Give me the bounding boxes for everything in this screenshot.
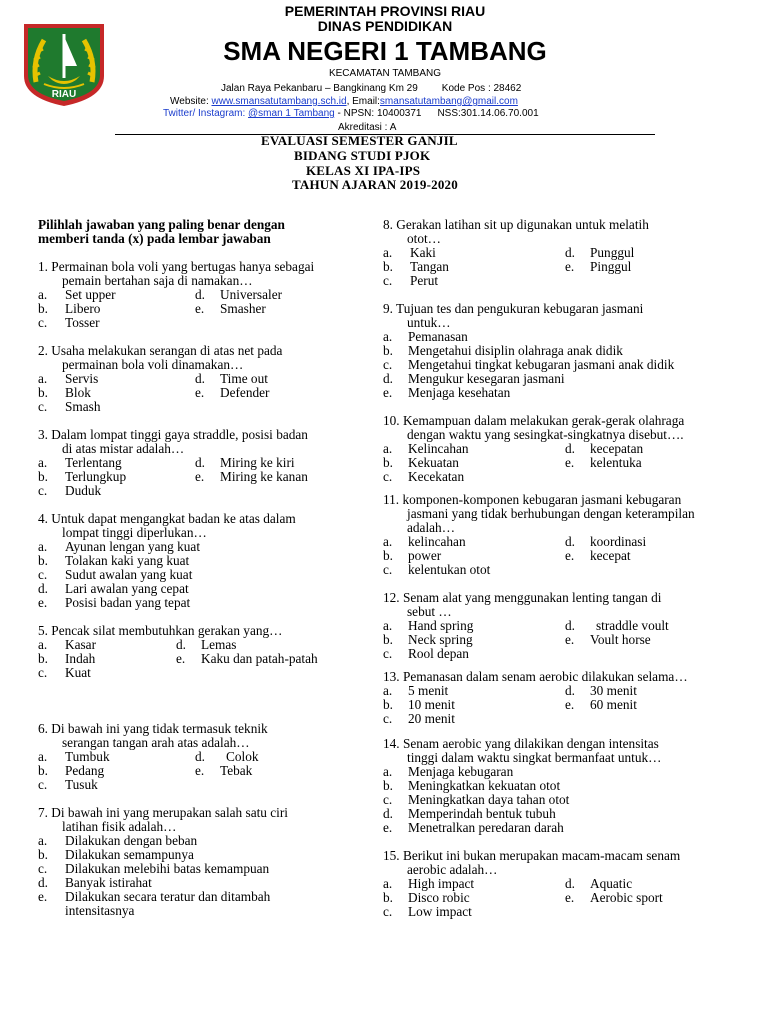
option-b[interactable]: Meningkatkan kekuatan otot	[408, 778, 561, 793]
option-d[interactable]: Banyak istirahat	[65, 875, 152, 890]
option-b[interactable]: Terlungkup	[65, 469, 127, 484]
option-marker: b.	[383, 343, 393, 358]
option-c[interactable]: Kuat	[65, 665, 91, 680]
option-marker: a.	[383, 683, 393, 698]
option-marker: d.	[38, 875, 48, 890]
option-c[interactable]: Mengetahui tingkat kebugaran jasmani anak didik	[408, 357, 675, 372]
option-marker: e.	[565, 632, 575, 647]
option-d[interactable]: Lari awalan yang cepat	[65, 581, 189, 596]
option-c[interactable]: Low impact	[408, 904, 472, 919]
social-line	[163, 107, 539, 120]
option-c[interactable]: Kecekatan	[408, 469, 465, 484]
option-marker: b.	[38, 553, 48, 568]
option-marker: e.	[176, 651, 186, 666]
question-text: 6. Di bawah ini yang tidak termasuk teknik	[38, 721, 268, 736]
option-e[interactable]: Defender	[220, 385, 270, 400]
option-marker: e.	[565, 455, 575, 470]
exam-title: EVALUASI SEMESTER GANJIL	[261, 133, 458, 148]
question-14	[383, 737, 743, 765]
email-label: , Email:	[346, 96, 380, 107]
question-text: di atas mistar adalah…	[62, 441, 185, 456]
question-text: 4. Untuk dapat mengangkat badan ke atas dalam	[38, 511, 296, 526]
option-marker: b.	[383, 632, 393, 647]
option-marker: c.	[383, 357, 393, 372]
option-marker: e.	[195, 385, 205, 400]
question-text: aerobic adalah…	[407, 862, 498, 877]
options-8	[383, 246, 743, 290]
option-marker: e.	[38, 595, 48, 610]
option-marker: a.	[383, 764, 393, 779]
option-marker: c.	[38, 315, 48, 330]
question-text: otot…	[407, 231, 441, 246]
question-text: serangan tangan arah atas adalah…	[62, 735, 250, 750]
option-marker: e.	[383, 385, 393, 400]
exam-subject: BIDANG STUDI PJOK	[294, 148, 431, 163]
option-e[interactable]: kecepat	[590, 548, 631, 563]
question-text: 8. Gerakan latihan sit up digunakan untuk melatih	[383, 217, 649, 232]
question-9	[383, 302, 743, 330]
options-4	[38, 540, 368, 612]
option-marker: c.	[38, 665, 48, 680]
question-text: 9. Tujuan tes dan pengukuran kebugaran jasmani	[383, 301, 644, 316]
option-marker: d.	[565, 245, 575, 260]
options-3	[38, 456, 368, 500]
option-b[interactable]: Kekuatan	[408, 455, 459, 470]
options-2	[38, 372, 368, 416]
question-15	[383, 849, 755, 877]
option-marker: a.	[383, 329, 393, 344]
option-c[interactable]: kelentukan otot	[408, 562, 491, 577]
options-1	[38, 288, 368, 332]
option-e-continued[interactable]: intensitasnya	[65, 903, 135, 918]
question-text: 13. Pemanasan dalam senam aerobic dilakukan selama…	[383, 669, 688, 684]
option-a[interactable]: Set upper	[65, 287, 116, 302]
option-b[interactable]: Neck spring	[408, 632, 473, 647]
option-a[interactable]: High impact	[408, 876, 475, 891]
option-a[interactable]: Dilakukan dengan beban	[65, 833, 198, 848]
option-marker: b.	[383, 548, 393, 563]
question-7	[38, 806, 368, 834]
option-marker: c.	[383, 792, 393, 807]
option-marker: e.	[195, 469, 205, 484]
question-text: adalah…	[407, 520, 455, 535]
option-d[interactable]: kecepatan	[590, 441, 644, 456]
option-b[interactable]: Tolakan kaki yang kuat	[65, 553, 190, 568]
social-link[interactable]: @sman 1 Tambang	[248, 108, 335, 119]
option-d[interactable]: Colok	[226, 749, 259, 764]
option-c[interactable]: Perut	[410, 273, 439, 288]
school-name: SMA NEGERI 1 TAMBANG	[223, 36, 547, 66]
option-e[interactable]: Dilakukan secara teratur dan ditambah	[65, 889, 271, 904]
website-label: Website:	[170, 96, 212, 107]
option-marker: d.	[383, 371, 393, 386]
option-e[interactable]: kelentuka	[590, 455, 642, 470]
question-text: 15. Berikut ini bukan merupakan macam-macam senam	[383, 848, 681, 863]
option-marker: b.	[38, 763, 48, 778]
option-marker: a.	[38, 749, 48, 764]
option-d[interactable]: Punggul	[590, 245, 635, 260]
website-link[interactable]: www.smansatutambang.sch.id	[211, 96, 347, 107]
option-b[interactable]: power	[408, 548, 442, 563]
option-b[interactable]: Blok	[65, 385, 91, 400]
question-text: tinggi dalam waktu singkat bermanfaat untuk…	[407, 750, 662, 765]
options-7	[38, 834, 368, 920]
option-c[interactable]: Sudut awalan yang kuat	[65, 567, 193, 582]
option-marker: a.	[38, 455, 48, 470]
option-b[interactable]: 10 menit	[408, 697, 455, 712]
option-marker: c.	[383, 646, 393, 661]
option-b[interactable]: Tangan	[410, 259, 449, 274]
question-13	[383, 670, 755, 684]
option-marker: a.	[383, 876, 393, 891]
options-15	[383, 877, 743, 921]
option-a[interactable]: Ayunan lengan yang kuat	[65, 539, 201, 554]
option-marker: d.	[195, 749, 205, 764]
address-line	[221, 82, 521, 95]
option-e[interactable]: Menetralkan peredaran darah	[408, 820, 564, 835]
option-marker: d.	[565, 618, 575, 633]
option-marker: b.	[383, 455, 393, 470]
exam-year: TAHUN AJARAN 2019-2020	[292, 177, 458, 192]
option-marker: e.	[195, 763, 205, 778]
option-e[interactable]: Miring ke kanan	[220, 469, 308, 484]
question-text: 11. komponen-komponen kebugaran jasmani kebugaran	[383, 492, 682, 507]
question-text: untuk…	[407, 315, 451, 330]
option-marker: a.	[38, 833, 48, 848]
question-text: 14. Senam aerobic yang dilakikan dengan intensitas	[383, 736, 659, 751]
question-5	[38, 624, 368, 638]
npsn: - NPSN: 10400371	[334, 108, 422, 119]
svg-text:RIAU: RIAU	[51, 89, 77, 100]
instruction	[38, 218, 368, 258]
option-b[interactable]: Pedang	[65, 763, 105, 778]
option-c[interactable]: Tosser	[65, 315, 100, 330]
option-c[interactable]: Dilakukan melebihi batas kemampuan	[65, 861, 270, 876]
question-text: sebut …	[407, 604, 452, 619]
option-marker: d.	[195, 371, 205, 386]
option-marker: c.	[383, 273, 393, 288]
department-name: DINAS PENDIDIKAN	[317, 18, 453, 34]
option-marker: e.	[565, 697, 575, 712]
option-a[interactable]: Tumbuk	[65, 749, 110, 764]
option-e[interactable]: Aerobic sport	[590, 890, 663, 905]
option-e[interactable]: Smasher	[220, 301, 266, 316]
option-a[interactable]: Menjaga kebugaran	[408, 764, 514, 779]
option-c[interactable]: Rool depan	[408, 646, 469, 661]
option-marker: e.	[565, 548, 575, 563]
option-marker: d.	[176, 637, 186, 652]
option-marker: a.	[38, 637, 48, 652]
option-a[interactable]: Kasar	[65, 637, 97, 652]
option-d[interactable]: straddle voult	[596, 618, 669, 633]
question-text: 12. Senam alat yang menggunakan lenting tangan di	[383, 590, 662, 605]
question-text: dengan waktu yang sesingkat-singkatnya disebut….	[407, 427, 684, 442]
options-6	[38, 750, 368, 794]
option-d[interactable]: 30 menit	[590, 683, 637, 698]
option-d[interactable]: Mengukur kesegaran jasmani	[408, 371, 565, 386]
option-marker: b.	[383, 697, 393, 712]
left-column	[38, 218, 368, 258]
email-link[interactable]: smansatutambang@gmail.com	[379, 96, 518, 107]
question-3	[38, 428, 368, 456]
option-a[interactable]: Pemanasan	[408, 329, 468, 344]
option-c[interactable]: 20 menit	[408, 711, 455, 726]
question-8	[383, 218, 743, 246]
option-a[interactable]: Hand spring	[408, 618, 474, 633]
question-12	[383, 591, 743, 619]
question-2	[38, 344, 368, 372]
option-marker: c.	[383, 711, 393, 726]
option-marker: d.	[565, 876, 575, 891]
option-c[interactable]: Smash	[65, 399, 101, 414]
option-marker: b.	[38, 847, 48, 862]
nss: NSS:301.14.06.70.001	[437, 108, 539, 119]
question-text: jasmani yang tidak berhubungan dengan keterampilan	[407, 506, 695, 521]
option-d[interactable]: Universaler	[220, 287, 283, 302]
question-10	[383, 414, 755, 442]
address: Jalan Raya Pekanbaru – Bangkinang Km 29	[221, 83, 418, 94]
option-marker: b.	[38, 385, 48, 400]
option-e[interactable]: Tebak	[220, 763, 253, 778]
option-b[interactable]: Libero	[65, 301, 101, 316]
options-13	[383, 684, 743, 728]
district-name: KECAMATAN TAMBANG	[328, 68, 442, 79]
option-d[interactable]: koordinasi	[590, 534, 647, 549]
options-11	[383, 535, 743, 579]
option-marker: b.	[383, 259, 393, 274]
question-text: lompat tinggi diperlukan…	[62, 525, 207, 540]
option-e[interactable]: Posisi badan yang tepat	[65, 595, 191, 610]
option-marker: c.	[38, 861, 48, 876]
option-marker: e.	[565, 259, 575, 274]
option-e[interactable]: 60 menit	[590, 697, 637, 712]
option-marker: a.	[38, 371, 48, 386]
option-d[interactable]: Time out	[220, 371, 268, 386]
option-marker: a.	[383, 245, 393, 260]
question-text: 10. Kemampuan dalam melakukan gerak-gerak olahraga	[383, 413, 685, 428]
question-text: 3. Dalam lompat tinggi gaya straddle, posisi badan	[38, 427, 308, 442]
riau-emblem-icon	[14, 20, 114, 108]
options-14	[383, 765, 743, 837]
option-marker: a.	[38, 287, 48, 302]
question-text: 5. Pencak silat membutuhkan gerakan yang…	[38, 623, 283, 638]
option-marker: d.	[38, 581, 48, 596]
option-b[interactable]: Indah	[65, 651, 96, 666]
option-marker: b.	[383, 890, 393, 905]
option-marker: d.	[383, 806, 393, 821]
question-text: permainan bola voli dinamakan…	[62, 357, 244, 372]
options-5	[38, 638, 368, 682]
option-a[interactable]: 5 menit	[408, 683, 449, 698]
option-d[interactable]: Aquatic	[590, 876, 633, 891]
option-marker: a.	[383, 618, 393, 633]
option-d[interactable]: Miring ke kiri	[220, 455, 295, 470]
exam-class: KELAS XI IPA-IPS	[306, 163, 421, 178]
option-marker: b.	[38, 469, 48, 484]
question-11	[383, 493, 755, 535]
option-marker: c.	[383, 904, 393, 919]
option-e[interactable]: Pinggul	[590, 259, 632, 274]
option-marker: c.	[38, 567, 48, 582]
option-d[interactable]: Lemas	[201, 637, 237, 652]
option-a[interactable]: Servis	[65, 371, 99, 386]
option-b[interactable]: Disco robic	[408, 890, 470, 905]
option-marker: e.	[383, 820, 393, 835]
option-c[interactable]: Tusuk	[65, 777, 98, 792]
option-marker: a.	[38, 539, 48, 554]
question-text: latihan fisik adalah…	[62, 819, 177, 834]
option-marker: a.	[383, 441, 393, 456]
option-b[interactable]: Dilakukan semampunya	[65, 847, 194, 862]
option-a[interactable]: Terlentang	[65, 455, 122, 470]
government-name: PEMERINTAH PROVINSI RIAU	[284, 3, 486, 19]
option-marker: b.	[38, 301, 48, 316]
options-10	[383, 442, 743, 486]
option-marker: e.	[565, 890, 575, 905]
options-12	[383, 619, 743, 663]
option-marker: c.	[38, 483, 48, 498]
option-marker: c.	[38, 777, 48, 792]
question-text: pemain bertahan saja di namakan…	[62, 273, 253, 288]
options-9	[383, 330, 743, 402]
option-marker: c.	[383, 562, 393, 577]
option-marker: a.	[383, 534, 393, 549]
option-marker: b.	[383, 778, 393, 793]
question-text: 1. Permainan bola voli yang bertugas hanya sebagai	[38, 259, 315, 274]
option-e[interactable]: Menjaga kesehatan	[408, 385, 511, 400]
question-6	[38, 722, 368, 750]
option-a[interactable]: Kaki	[410, 245, 436, 260]
option-marker: d.	[565, 683, 575, 698]
option-marker: e.	[195, 301, 205, 316]
option-marker: c.	[383, 469, 393, 484]
question-4	[38, 512, 368, 540]
option-e[interactable]: Voult horse	[590, 632, 651, 647]
option-marker: d.	[565, 534, 575, 549]
question-text: 2. Usaha melakukan serangan di atas net pada	[38, 343, 283, 358]
instruction-line: Pilihlah jawaban yang paling benar dengan	[38, 217, 285, 232]
option-a[interactable]: Kelincahan	[408, 441, 469, 456]
option-d[interactable]: Memperindah bentuk tubuh	[408, 806, 556, 821]
option-marker: d.	[195, 287, 205, 302]
option-a[interactable]: kelincahan	[408, 534, 466, 549]
postcode: Kode Pos : 28462	[441, 83, 522, 94]
question-1	[38, 260, 368, 288]
instruction-line: memberi tanda (x) pada lembar jawaban	[38, 231, 271, 247]
option-e[interactable]: Kaku dan patah-patah	[201, 651, 318, 666]
option-marker: e.	[38, 889, 48, 904]
accreditation: Akreditasi : A	[338, 122, 397, 133]
question-text: 7. Di bawah ini yang merupakan salah satu ciri	[38, 805, 288, 820]
social-label: Twitter/ Instagram:	[163, 108, 249, 119]
option-marker: b.	[38, 651, 48, 666]
option-marker: c.	[38, 399, 48, 414]
option-c[interactable]: Duduk	[65, 483, 102, 498]
option-marker: d.	[195, 455, 205, 470]
option-marker: d.	[565, 441, 575, 456]
option-c[interactable]: Meningkatkan daya tahan otot	[408, 792, 570, 807]
option-b[interactable]: Mengetahui disiplin olahraga anak didik	[408, 343, 623, 358]
